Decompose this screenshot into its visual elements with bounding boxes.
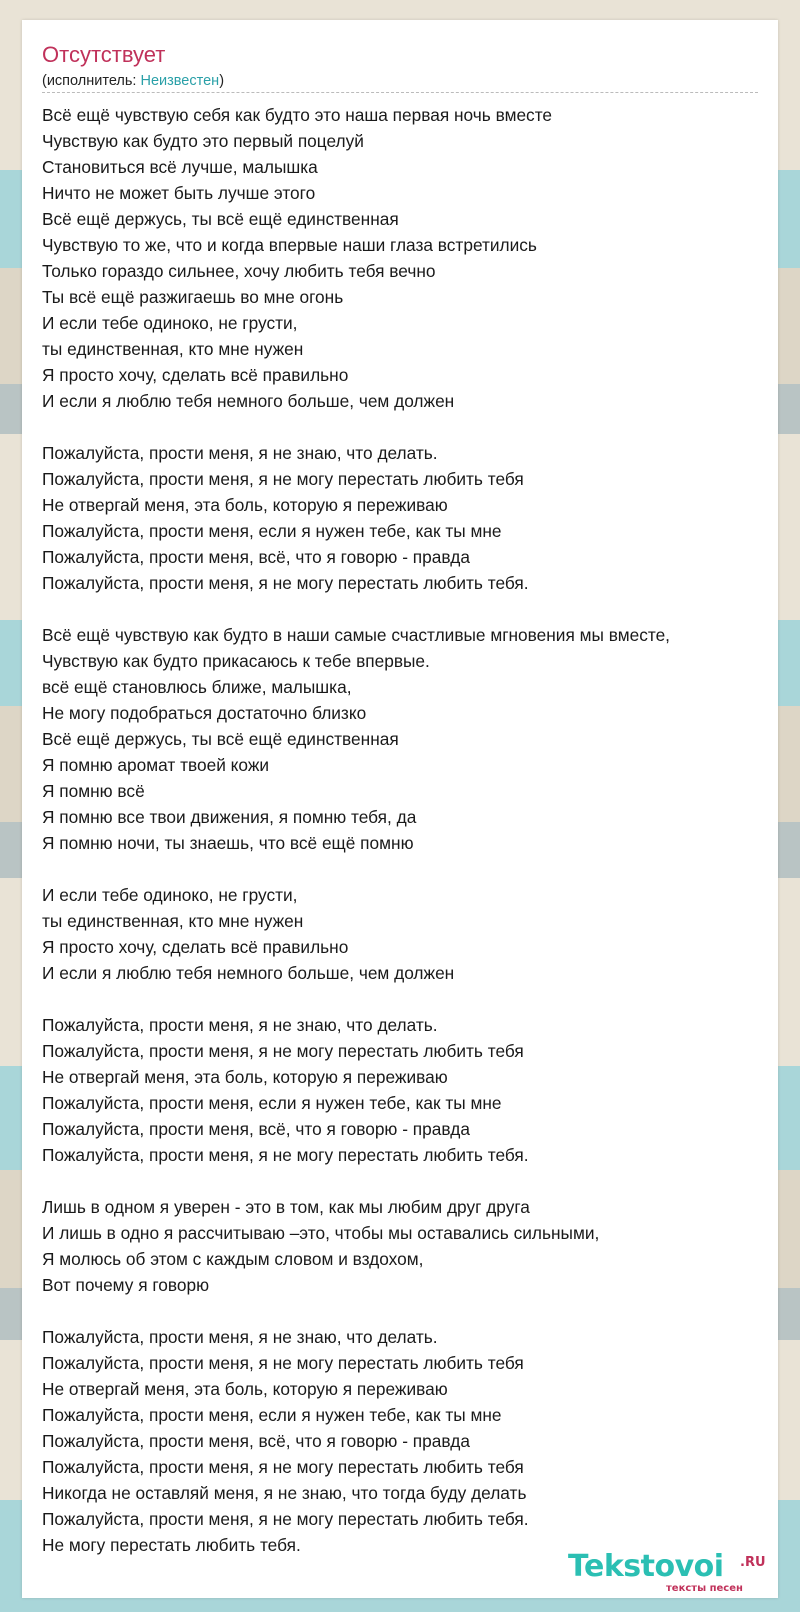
- lyric-line: Всё ещё держусь, ты всё ещё единственная: [42, 209, 399, 229]
- song-title: Отсутствует: [42, 42, 166, 67]
- lyrics-stanza: [42, 1012, 772, 1168]
- lyric-line: Я помню аромат твоей кожи: [42, 755, 270, 775]
- lyric-line: Пожалуйста, прости меня, я не могу перестать любить тебя: [42, 1041, 524, 1061]
- lyric-line: Пожалуйста, прости меня, я не могу перестать любить тебя: [42, 1457, 524, 1477]
- lyric-line: Пожалуйста, прости меня, я не могу перестать любить тебя.: [42, 573, 529, 593]
- stanza-gap: [42, 1168, 772, 1194]
- lyrics-stanza: [42, 882, 772, 986]
- lyric-line: Не отвергай меня, эта боль, которую я переживаю: [42, 1379, 448, 1399]
- artist-prefix: (исполнитель:: [42, 73, 141, 89]
- lyric-line: ты единственная, кто мне нужен: [42, 911, 304, 931]
- lyric-line: Пожалуйста, прости меня, я не знаю, что делать.: [42, 1015, 438, 1035]
- stanza-gap: [42, 414, 772, 440]
- lyric-line: Я помню все твои движения, я помню тебя, да: [42, 807, 417, 827]
- title-divider: [42, 92, 758, 93]
- lyric-line: Становиться всё лучше, малышка: [42, 157, 318, 177]
- lyric-line: Всё ещё чувствую себя как будто это наша первая ночь вместе: [42, 105, 553, 125]
- lyrics-stanza: [42, 1194, 772, 1298]
- stanza-gap: [42, 1298, 772, 1324]
- lyric-line: Только гораздо сильнее, хочу любить тебя вечно: [42, 261, 436, 281]
- logo-tagline: тексты песен: [666, 1583, 743, 1594]
- lyric-line: Пожалуйста, прости меня, я не могу перестать любить тебя.: [42, 1145, 529, 1165]
- lyric-line: Пожалуйста, прости меня, я не могу перестать любить тебя: [42, 469, 524, 489]
- lyric-line: Не могу перестать любить тебя.: [42, 1535, 301, 1555]
- stanza-gap: [42, 986, 772, 1012]
- logo-tld: .RU: [740, 1555, 766, 1570]
- lyric-line: Пожалуйста, прости меня, всё, что я говорю - правда: [42, 547, 471, 567]
- lyric-line: всё ещё становлюсь ближе, малышка,: [42, 677, 352, 697]
- lyric-line: Вот почему я говорю: [42, 1275, 210, 1295]
- site-logo[interactable]: [568, 1549, 778, 1599]
- lyric-line: Ничто не может быть лучше этого: [42, 183, 316, 203]
- lyric-line: Пожалуйста, прости меня, я не могу перестать любить тебя.: [42, 1509, 529, 1529]
- lyric-line: Пожалуйста, прости меня, я не могу перестать любить тебя: [42, 1353, 524, 1373]
- lyrics-text: [42, 102, 772, 1558]
- stanza-gap: [42, 596, 772, 622]
- lyric-line: Чувствую как будто это первый поцелуй: [42, 131, 364, 151]
- lyric-line: Лишь в одном я уверен - это в том, как мы любим друг друга: [42, 1197, 530, 1217]
- stanza-gap: [42, 856, 772, 882]
- lyric-line: Пожалуйста, прости меня, если я нужен тебе, как ты мне: [42, 521, 502, 541]
- lyric-line: Всё ещё чувствую как будто в наши самые счастливые мгновения мы вместе,: [42, 625, 670, 645]
- lyric-line: Пожалуйста, прости меня, всё, что я говорю - правда: [42, 1119, 471, 1139]
- lyric-line: Пожалуйста, прости меня, всё, что я говорю - правда: [42, 1431, 471, 1451]
- lyric-line: Я просто хочу, сделать всё правильно: [42, 937, 349, 957]
- logo-name: Tekstovoi: [568, 1549, 724, 1584]
- lyric-line: Я молюсь об этом с каждым словом и вздохом,: [42, 1249, 424, 1269]
- lyric-line: Всё ещё держусь, ты всё ещё единственная: [42, 729, 399, 749]
- lyric-line: Пожалуйста, прости меня, я не знаю, что делать.: [42, 1327, 438, 1347]
- lyric-line: И если я люблю тебя немного больше, чем должен: [42, 963, 455, 983]
- lyric-line: И лишь в одно я рассчитываю –это, чтобы мы оставались сильными,: [42, 1223, 600, 1243]
- lyric-line: Чувствую то же, что и когда впервые наши глаза встретились: [42, 235, 537, 255]
- lyric-line: И если я люблю тебя немного больше, чем должен: [42, 391, 455, 411]
- artist-link[interactable]: Неизвестен: [140, 73, 220, 89]
- lyrics-stanza: [42, 102, 772, 414]
- lyric-line: ты единственная, кто мне нужен: [42, 339, 304, 359]
- lyric-line: Ты всё ещё разжигаешь во мне огонь: [42, 287, 344, 307]
- song-artist-line: [42, 71, 224, 91]
- lyric-line: Я помню всё: [42, 781, 145, 801]
- lyrics-stanza: [42, 440, 772, 596]
- lyrics-stanza: [42, 1324, 772, 1558]
- artist-suffix: ): [219, 73, 225, 89]
- lyric-line: Никогда не оставляй меня, я не знаю, что тогда буду делать: [42, 1483, 527, 1503]
- lyric-line: Пожалуйста, прости меня, я не знаю, что делать.: [42, 443, 438, 463]
- lyric-line: И если тебе одиноко, не грусти,: [42, 313, 298, 333]
- lyric-line: Не могу подобраться достаточно близко: [42, 703, 367, 723]
- lyric-line: Не отвергай меня, эта боль, которую я переживаю: [42, 1067, 448, 1087]
- lyric-line: Я просто хочу, сделать всё правильно: [42, 365, 349, 385]
- lyric-line: Пожалуйста, прости меня, если я нужен тебе, как ты мне: [42, 1405, 502, 1425]
- lyric-line: Я помню ночи, ты знаешь, что всё ещё помню: [42, 833, 414, 853]
- lyrics-card: [22, 20, 778, 1598]
- lyric-line: Не отвергай меня, эта боль, которую я переживаю: [42, 495, 448, 515]
- lyric-line: Чувствую как будто прикасаюсь к тебе впервые.: [42, 651, 430, 671]
- lyric-line: Пожалуйста, прости меня, если я нужен тебе, как ты мне: [42, 1093, 502, 1113]
- lyric-line: И если тебе одиноко, не грусти,: [42, 885, 298, 905]
- lyrics-stanza: [42, 622, 772, 856]
